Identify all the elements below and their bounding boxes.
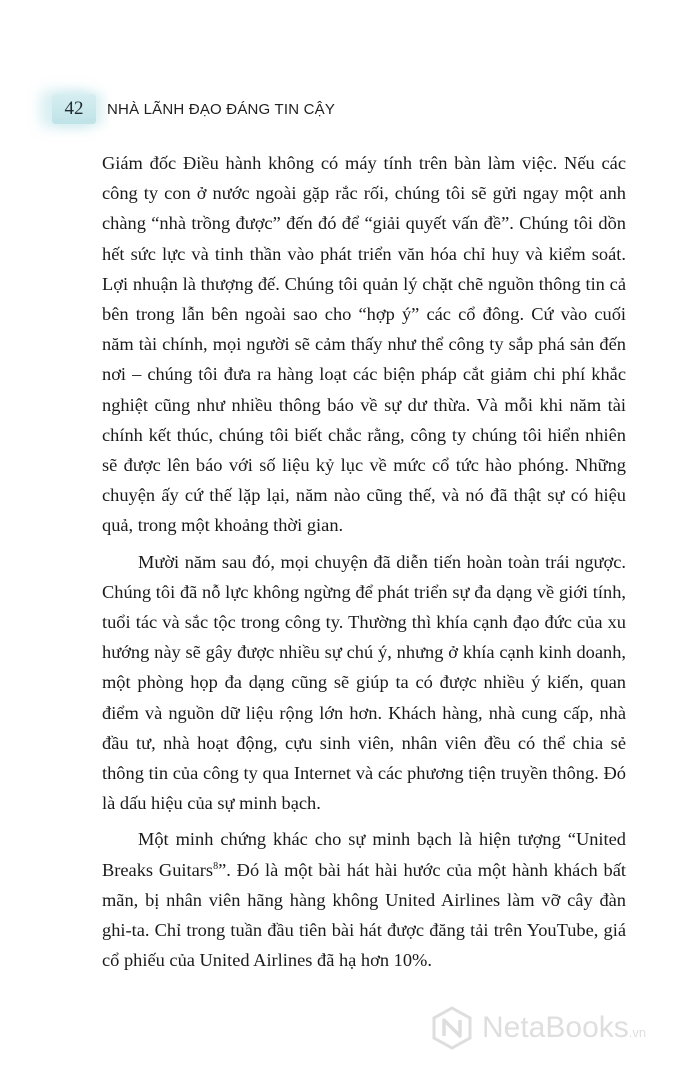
paragraph-3-text-before: Một minh chứng khác cho sự minh bạch là hiện tượng “United Breaks Guitars <box>102 829 626 880</box>
body-text <box>102 148 626 975</box>
paragraph-3 <box>102 824 626 975</box>
footnote-marker: 8 <box>213 860 219 872</box>
paragraph-1: Giám đốc Điều hành không có máy tính trên bàn làm việc. Nếu các công ty con ở nước ngoài gặp rắc rối, chúng tôi sẽ gửi ngay một anh chàng “nhà trồng được” đến đó để “giải quyết vấn đề”. Chúng tôi dồn hết sức lực và tinh thần vào phát triển văn hóa chỉ huy và kiểm soát. Lợi nhuận là thượng đế. Chúng tôi quản lý chặt chẽ nguồn thông tin cả bên trong lẫn bên ngoài sao cho “hợp ý” các cổ đông. Cứ vào cuối năm tài chính, mọi người sẽ cảm thấy như thể công ty sắp phá sản đến nơi – chúng tôi đưa ra hàng loạt các biện pháp cắt giảm chi phí khắc nghiệt cũng như nhiều thông báo về sự dư thừa. Và mỗi khi năm tài chính kết thúc, chúng tôi biết chắc rằng, công ty chúng tôi hiển nhiên sẽ được lên báo với số liệu kỷ lục về mức cổ tức hào phóng. Những chuyện ấy cứ thế lặp lại, năm nào cũng thế, và nó đã thật sự có hiệu quả, trong một khoảng thời gian. <box>102 153 626 536</box>
paragraph-3-text-after: ”. Đó là một bài hát hài hước của một hành khách bất mãn, bị nhân viên hãng hàng không United Airlines làm vỡ cây đàn ghi-ta. Chỉ trong tuần đầu tiên bài hát được đăng tải trên YouTube, giá cổ phiếu của United Airlines đã hạ hơn 10%. <box>102 859 626 971</box>
paragraph-2: Mười năm sau đó, mọi chuyện đã diễn tiến hoàn toàn trái ngược. Chúng tôi đã nỗ lực không ngừng để phát triển sự đa dạng về giới tính, tuổi tác và sắc tộc trong công ty. Thường thì khía cạnh đạo đức của xu hướng này sẽ gây được nhiều sự chú ý, nhưng ở khía cạnh kinh doanh, một phòng họp đa dạng cũng sẽ giúp ta có được nhiều ý kiến, quan điểm và nguồn dữ liệu rộng lớn hơn. Khách hàng, nhà cung cấp, nhà đầu tư, nhà hoạt động, cựu sinh viên, nhân viên đều có thể chia sẻ thông tin của công ty qua Internet và các phương tiện truyền thông. Đó là dấu hiệu của sự minh bạch. <box>102 551 626 814</box>
watermark-brand-name: NetaBooks <box>482 1011 629 1044</box>
watermark-brand <box>482 1010 646 1051</box>
netabooks-watermark <box>426 1000 696 1060</box>
page-header <box>0 88 700 128</box>
page-number: 42 <box>64 98 84 119</box>
n-logo-icon <box>430 1006 474 1050</box>
watermark-brand-suffix: .vn <box>628 1025 647 1040</box>
running-title: NHÀ LÃNH ĐẠO ĐÁNG TIN CẬY <box>107 101 336 118</box>
